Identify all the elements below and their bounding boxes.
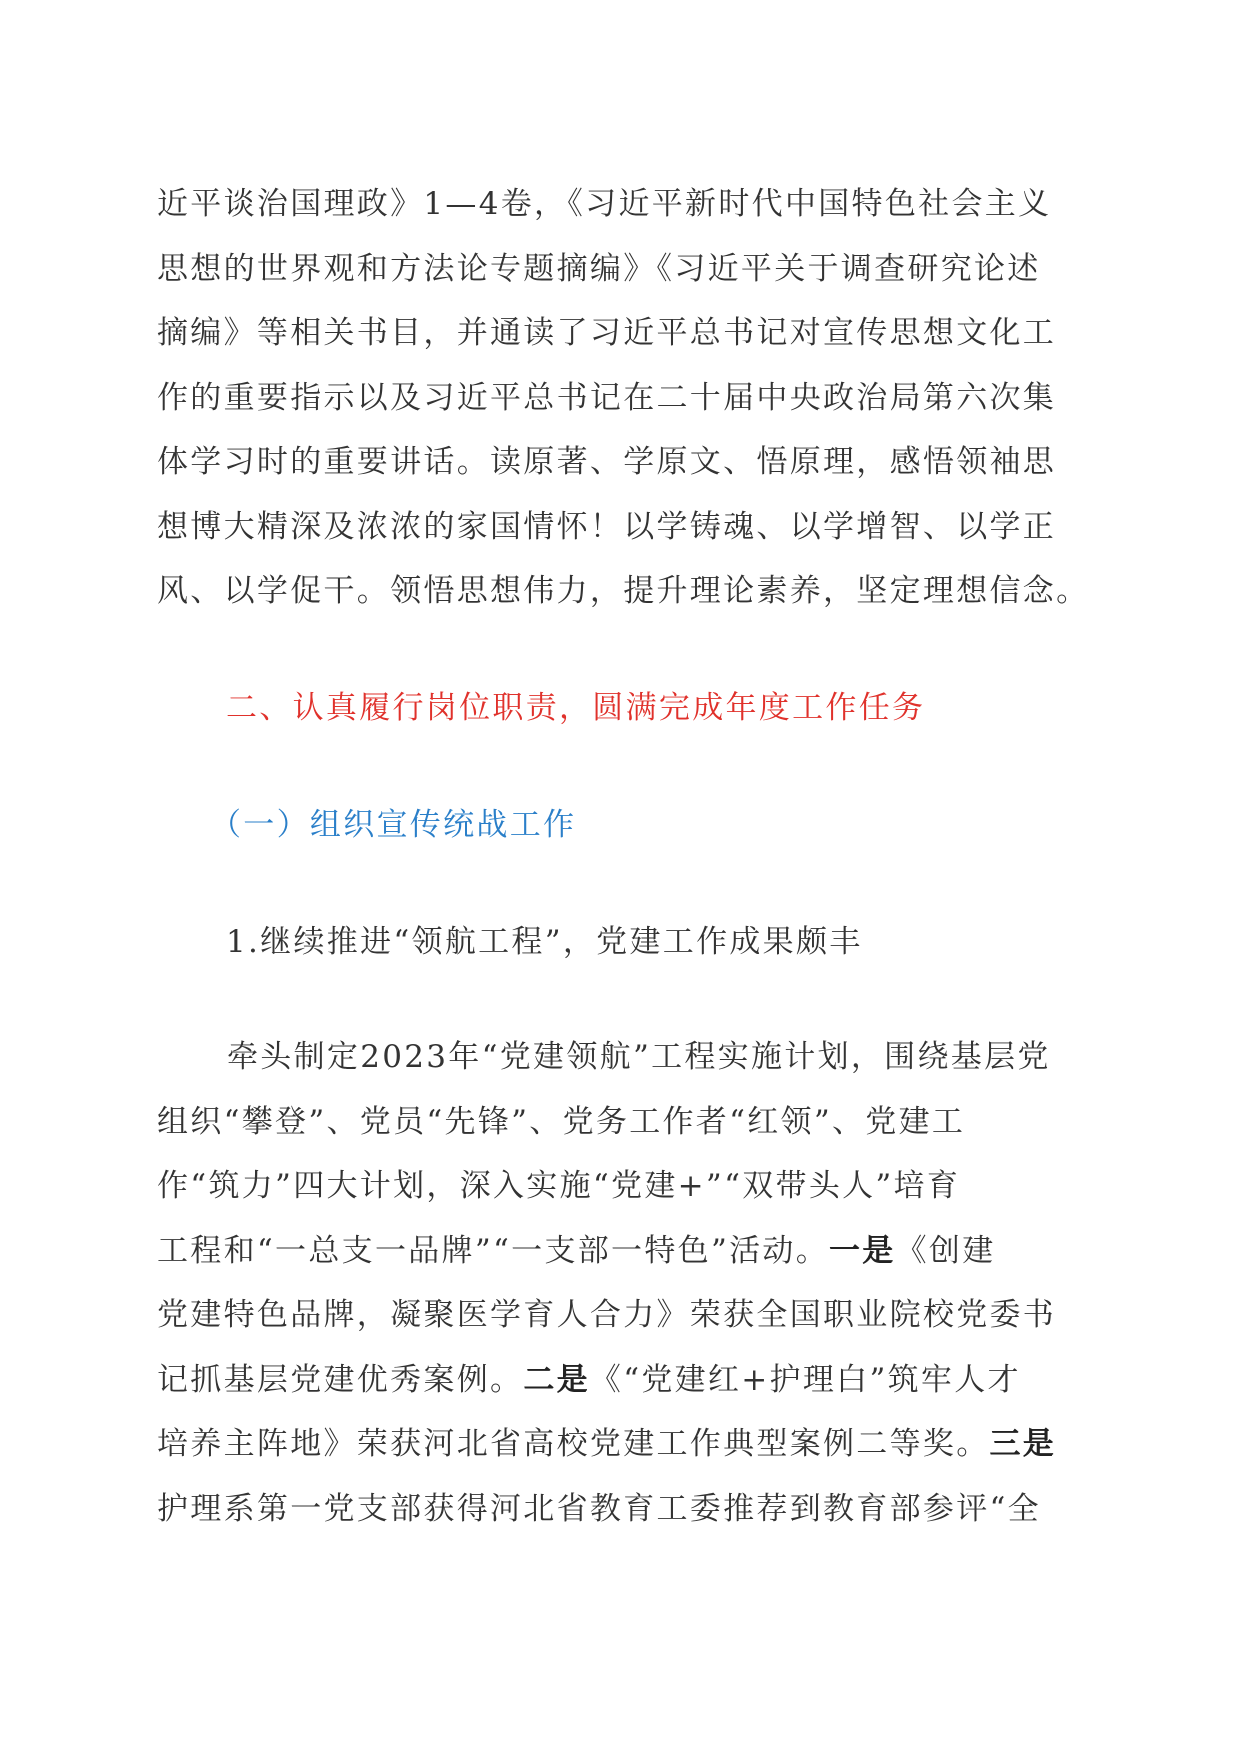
text-line: 作“筑力”四大计划，深入实施“党建+”“双带头人”培育 — [157, 1168, 961, 1204]
text-line: 想博大精深及浓浓的家国情怀！以学铸魂、以学增智、以学正 — [157, 508, 1057, 545]
text-line: 组织“攀登”、党员“先锋”、党务工作者“红领”、党建工 — [157, 1103, 966, 1140]
paragraph-party-building — [157, 1025, 1087, 1541]
text-line — [157, 1219, 1087, 1284]
text-line: 党建特色品牌，凝聚医学育人合力》荣获全国职业院校党委书 — [157, 1297, 1057, 1333]
text-run: 培养主阵地》荣获河北省高校党建工作典型案例二等奖。 — [157, 1426, 990, 1462]
text-line — [157, 1348, 1087, 1413]
text-line: 风、以学促干。领悟思想伟力，提升理论素养，坚定理想信念。 — [157, 573, 1090, 609]
text-run: 工程和“一总支一品牌”“一支部一特色”活动。 — [157, 1232, 829, 1269]
text-line: 近平谈治国理政》1—4卷，《习近平新时代中国特色社会主义 — [157, 186, 1052, 222]
item-heading: 1.继续推进“领航工程”，党建工作成果颇丰 — [226, 924, 863, 960]
text-line: 牵头制定2023年“党建领航”工程实施计划，围绕基层党 — [227, 1039, 1051, 1075]
text-run: 《“党建红+护理白”筑牢人才 — [589, 1361, 1021, 1398]
text-run: 《创建 — [895, 1232, 996, 1269]
section-heading: 二、认真履行岗位职责，圆满完成年度工作任务 — [226, 690, 926, 726]
text-line: 摘编》等相关书目，并通读了习近平总书记对宣传思想文化工 — [157, 315, 1057, 351]
text-line: 体学习时的重要讲话。读原著、学原文、悟原理，感悟领袖思 — [157, 444, 1057, 480]
text-line: 作的重要指示以及习近平总书记在二十届中央政治局第六次集 — [157, 379, 1057, 416]
lead-phrase-second: 二是 — [523, 1361, 590, 1398]
lead-phrase-third: 三是 — [989, 1426, 1057, 1462]
lead-phrase-first: 一是 — [829, 1232, 896, 1269]
paragraph-study — [157, 172, 1090, 624]
text-line: 护理系第一党支部获得河北省教育工委推荐到教育部参评“全 — [157, 1490, 1041, 1527]
text-line: 思想的世界观和方法论专题摘编》《习近平关于调查研究论述 — [157, 250, 1041, 287]
text-line — [157, 1412, 1087, 1477]
subsection-heading: （一）组织宣传统战工作 — [210, 807, 577, 843]
text-run: 记抓基层党建优秀案例。 — [157, 1361, 524, 1398]
